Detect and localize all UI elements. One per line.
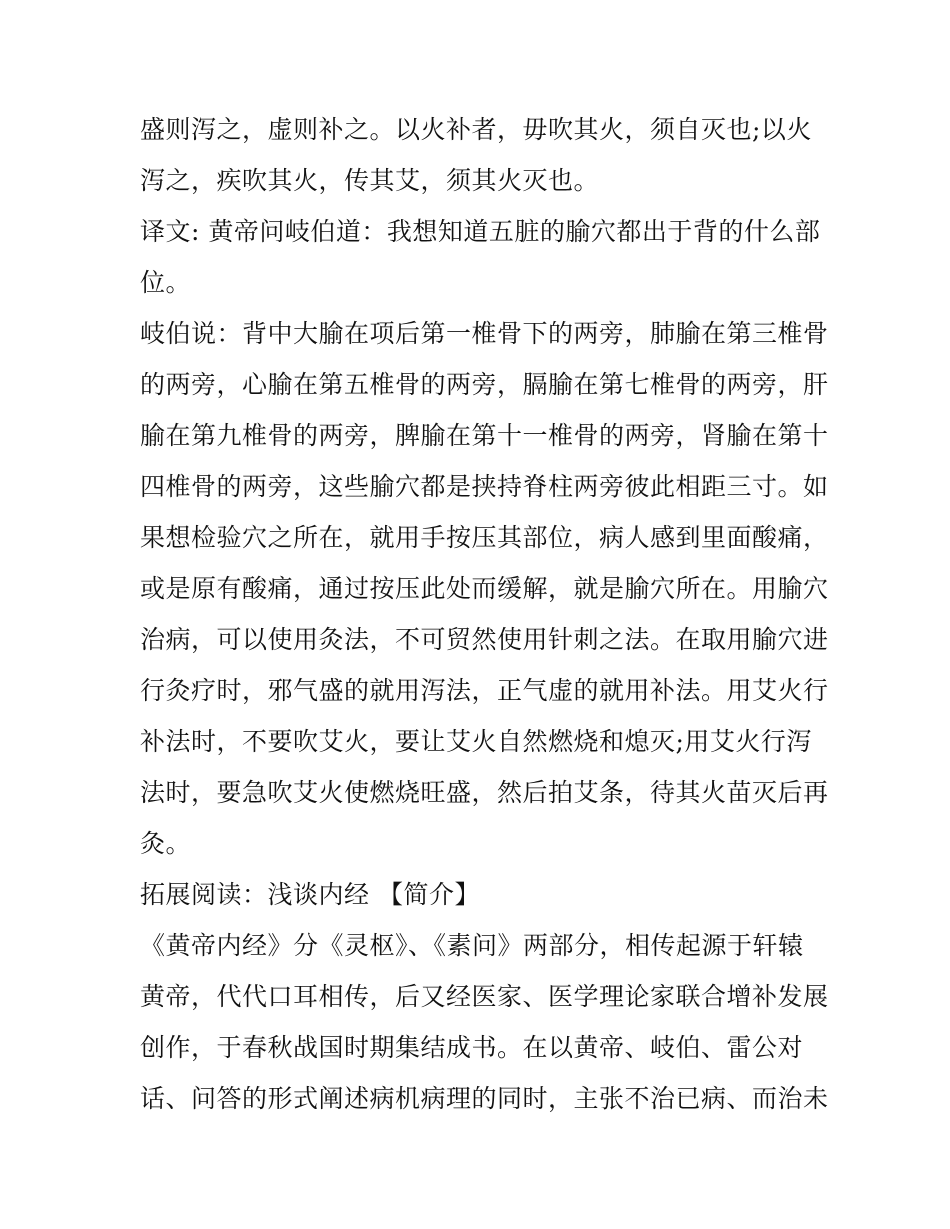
text-line: 话、问答的形式阐述病机病理的同时，主张不治已病、而治未 <box>140 1084 829 1113</box>
text-line: 位。 <box>140 268 192 297</box>
text-line: 灸。 <box>140 829 192 858</box>
body-text <box>140 104 829 1124</box>
text-line: 腧在第九椎骨的两旁，脾腧在第十一椎骨的两旁，肾腧在第十 <box>140 421 829 450</box>
text-line: 四椎骨的两旁，这些腧穴都是挟持脊柱两旁彼此相距三寸。如 <box>140 472 829 501</box>
text-line: 岐伯说：背中大腧在项后第一椎骨下的两旁，肺腧在第三椎骨 <box>140 319 829 348</box>
text-line: 创作，于春秋战国时期集结成书。在以黄帝、岐伯、雷公对 <box>140 1033 804 1062</box>
text-line: 盛则泻之，虚则补之。以火补者，毋吹其火，须自灭也;以火 <box>140 115 812 144</box>
text-line: 黄帝，代代口耳相传，后又经医家、医学理论家联合增补发展 <box>140 982 829 1011</box>
text-line: 治病，可以使用灸法，不可贸然使用针刺之法。在取用腧穴进 <box>140 625 829 654</box>
text-line: 果想检验穴之所在，就用手按压其部位，病人感到里面酸痛， <box>140 523 829 552</box>
text-line: 或是原有酸痛，通过按压此处而缓解，就是腧穴所在。用腧穴 <box>140 574 829 603</box>
text-line: 的两旁，心腧在第五椎骨的两旁，膈腧在第七椎骨的两旁，肝 <box>140 370 829 399</box>
section-heading: 拓展阅读：浅谈内经 【简介】 <box>140 880 480 909</box>
text-line: 《黄帝内经》分《灵枢》、《素问》两部分，相传起源于轩辕 <box>140 931 804 960</box>
text-line: 译文: 黄帝问岐伯道：我想知道五脏的腧穴都出于背的什么部 <box>140 217 821 246</box>
text-line: 泻之，疾吹其火，传其艾，须其火灭也。 <box>140 166 600 195</box>
text-line: 行灸疗时，邪气盛的就用泻法，正气虚的就用补法。用艾火行 <box>140 676 829 705</box>
text-line: 补法时，不要吹艾火，要让艾火自然燃烧和熄灭;用艾火行泻 <box>140 727 812 756</box>
text-line: 法时，要急吹艾火使燃烧旺盛，然后拍艾条，待其火苗灭后再 <box>140 778 829 807</box>
